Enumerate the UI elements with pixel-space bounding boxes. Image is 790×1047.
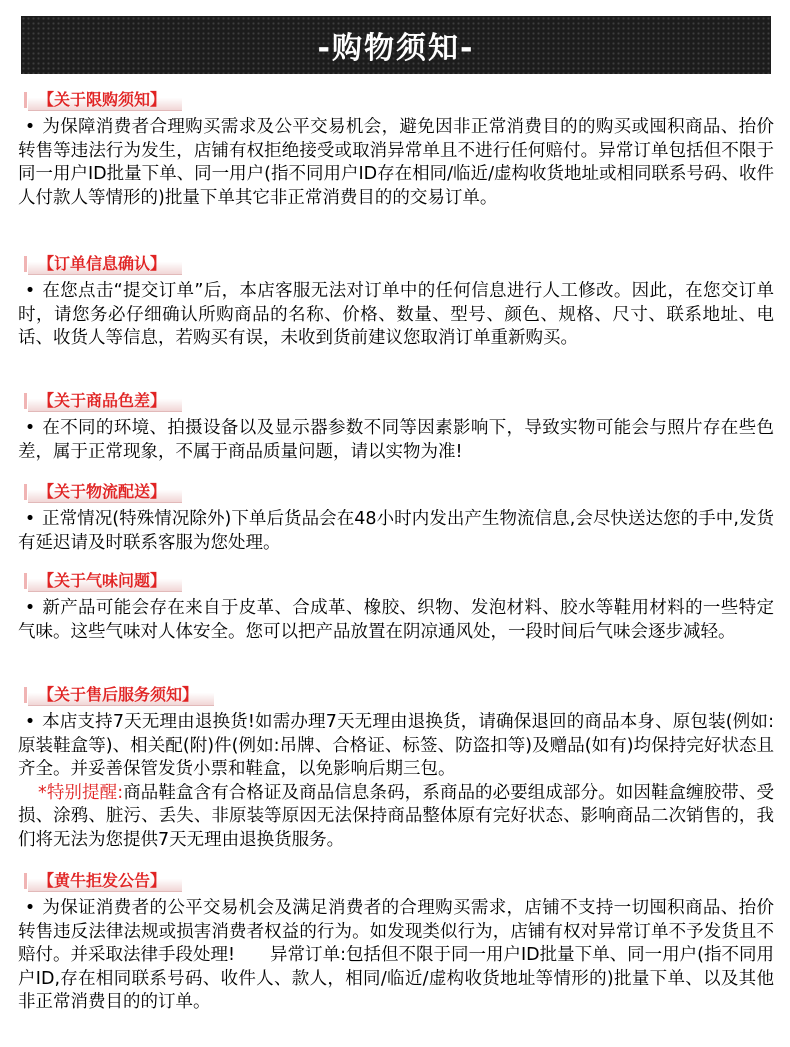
- section-body: [18, 417, 774, 464]
- section-after-sales: [18, 685, 774, 852]
- section-body: [18, 711, 774, 782]
- section-header: [28, 90, 182, 111]
- section-purchase-limit: [18, 90, 774, 210]
- section-title: 【关于商品色差】: [38, 391, 167, 410]
- section-header: [28, 871, 182, 892]
- section-color-difference: [18, 391, 774, 464]
- section-body: [18, 597, 774, 644]
- section-header: [28, 685, 214, 706]
- section-text: 在您点击“提交订单”后，本店客服无法对订单中的任何信息进行人工修改。因此，在您交订单时，请您务必仔细确认所购商品的名称、价格、数量、型号、颜色、规格、尺寸、联系地址、电话、收货人等信息，若购买有误，未收到货前建议您取消订单重新购买。: [18, 281, 774, 348]
- section-text: 在不同的环境、拍摄设备以及显示器参数不同等因素影响下，导致实物可能会与照片存在些色差，属于正常现象，不属于商品质量问题，请以实物为准!: [18, 418, 774, 462]
- section-body: [18, 508, 774, 555]
- section-text: 正常情况(特殊情况除外)下单后货品会在48小时内发出产生物流信息,会尽快送达您的手中,发货有延迟请及时联系客服为您处理。: [18, 509, 774, 553]
- bullet-icon: •: [24, 509, 36, 529]
- page-title: -购物须知-: [317, 31, 475, 66]
- section-logistics: [18, 482, 774, 555]
- section-body: [18, 280, 774, 351]
- special-note: [18, 782, 774, 853]
- section-title: 【关于售后服务须知】: [38, 685, 199, 704]
- section-text: 新产品可能会存在来自于皮革、合成革、橡胶、织物、发泡材料、胶水等鞋用材料的一些特定气味。这些气味对人体安全。您可以把产品放置在阴凉通风处，一段时间后气味会逐步减轻。: [18, 598, 774, 642]
- section-title: 【订单信息确认】: [38, 254, 167, 273]
- section-title: 【关于气味问题】: [38, 571, 167, 590]
- special-note-label: *特别提醒:: [38, 782, 124, 803]
- bullet-icon: •: [24, 418, 36, 438]
- section-text: 为保障消费者合理购买需求及公平交易机会，避免因非正常消费目的的购买或囤积商品、抬价转售等违法行为发生，店铺有权拒绝接受或取消异常单且不进行任何赔付。异常订单包括但不限于同一用户ID批量下单、同一用户(指不同用户ID存在相同/临近/虚构收货地址或相同联系号码、收件人付款人等情形的)批量下单其它非正常消费目的的交易订单。: [18, 117, 774, 208]
- section-body: [18, 897, 774, 1015]
- section-title: 【关于物流配送】: [38, 482, 167, 501]
- section-text: 为保证消费者的公平交易机会及满足消费者的合理购买需求，店铺不支持一切囤积商品、抬价转售违反法律法规或损害消费者权益的行为。如发现类似行为，店铺有权对异常订单不予发货且不赔付。并采取法律手段处理! 异常订单:包括但不限于同一用户ID批量下单、同一用户(指不同用户ID,存在相同联系号码、收件人、款人，相同/临近/虚构收货地址等情形的)批量下单、以及其他非正常消费目的的订单。: [18, 898, 774, 1012]
- section-title: 【黄牛拒发公告】: [38, 871, 167, 890]
- section-odor: [18, 571, 774, 644]
- section-body: [18, 116, 774, 210]
- section-header: [28, 482, 182, 503]
- page-banner: [21, 16, 771, 74]
- section-scalper-notice: [18, 871, 774, 1015]
- section-header: [28, 391, 182, 412]
- bullet-icon: •: [24, 117, 36, 137]
- section-header: [28, 571, 182, 592]
- section-title: 【关于限购须知】: [38, 90, 167, 109]
- section-order-confirmation: [18, 254, 774, 351]
- section-text: 本店支持7天无理由退换货!如需办理7天无理由退换货，请确保退回的商品本身、原包装(例如:原装鞋盒等)、相关配(附)件(例如:吊牌、合格证、标签、防盗扣等)及赠品(如有)均保持完好状态且齐全。并妥善保管发货小票和鞋盒，以免影响后期三包。: [18, 712, 774, 779]
- bullet-icon: •: [24, 712, 36, 732]
- bullet-icon: •: [24, 281, 36, 301]
- bullet-icon: •: [24, 898, 36, 918]
- section-header: [28, 254, 182, 275]
- bullet-icon: •: [24, 598, 36, 618]
- special-note-text: 商品鞋盒含有合格证及商品信息条码，系商品的必要组成部分。如因鞋盒缠胶带、受损、涂鸦、脏污、丢失、非原装等原因无法保持商品整体原有完好状态、影响商品二次销售的，我们将无法为您提供7天无理由退换货服务。: [18, 782, 774, 850]
